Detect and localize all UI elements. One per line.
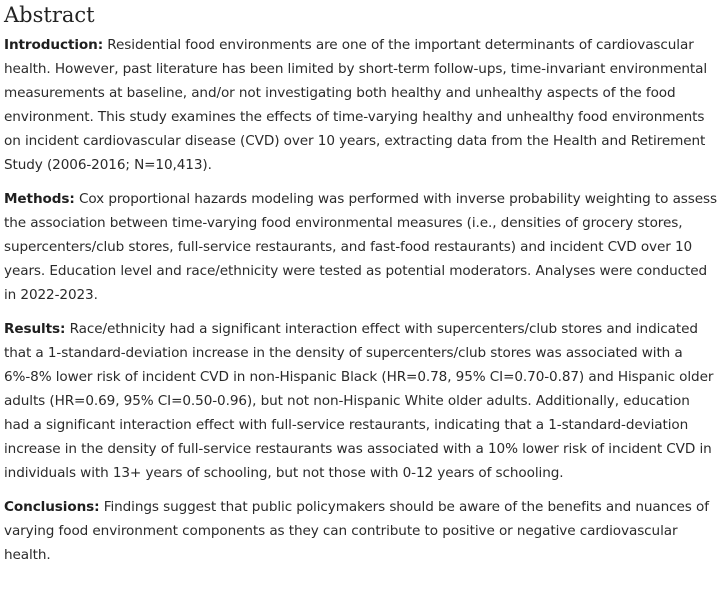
introduction-label: Introduction: — [4, 37, 104, 53]
methods-label: Methods: — [4, 191, 75, 207]
methods-text: Cox proportional hazards modeling was performed with inverse probability weighting to assess the association between time-varying food environmental measures (i.e., densities of grocery stores, supercenters/club stores, full-service restaurants, and fast-food restaurants) and incident CVD over 10 years. Education level and race/ethnicity were tested as potential moderators. Analyses were conducted in 2022-2023. — [4, 191, 717, 303]
methods-section — [4, 187, 719, 307]
results-label: Results: — [4, 321, 66, 337]
conclusions-text: Findings suggest that public policymakers should be aware of the benefits and nuances of varying food environment components as they can contribute to positive or negative cardiovascular health. — [4, 499, 709, 563]
conclusions-section — [4, 495, 719, 567]
introduction-section — [4, 33, 719, 177]
conclusions-label: Conclusions: — [4, 499, 100, 515]
results-section — [4, 317, 719, 485]
results-text: Race/ethnicity had a significant interaction effect with supercenters/club stores and indicated that a 1-standard-deviation increase in the density of supercenters/club stores was associated with a 6%-8% lower risk of incident CVD in non-Hispanic Black (HR=0.78, 95% CI=0.70-0.87) and Hispanic older adults (HR=0.69, 95% CI=0.50-0.96), but not non-Hispanic White older adults. Additionally, education had a significant interaction effect with full-service restaurants, indicating that a 1-standard-deviation increase in the density of full-service restaurants was associated with a 10% lower risk of incident CVD in individuals with 13+ years of schooling, but not those with 0-12 years of schooling. — [4, 321, 714, 481]
introduction-text: Residential food environments are one of the important determinants of cardiovascular health. However, past literature has been limited by short-term follow-ups, time-invariant environmental measurements at baseline, and/or not investigating both healthy and unhealthy aspects of the food environment. This study examines the effects of time-varying healthy and unhealthy food environments on incident cardiovascular disease (CVD) over 10 years, extracting data from the Health and Retirement Study (2006-2016; N=10,413). — [4, 37, 708, 173]
abstract-heading: Abstract — [4, 3, 95, 27]
